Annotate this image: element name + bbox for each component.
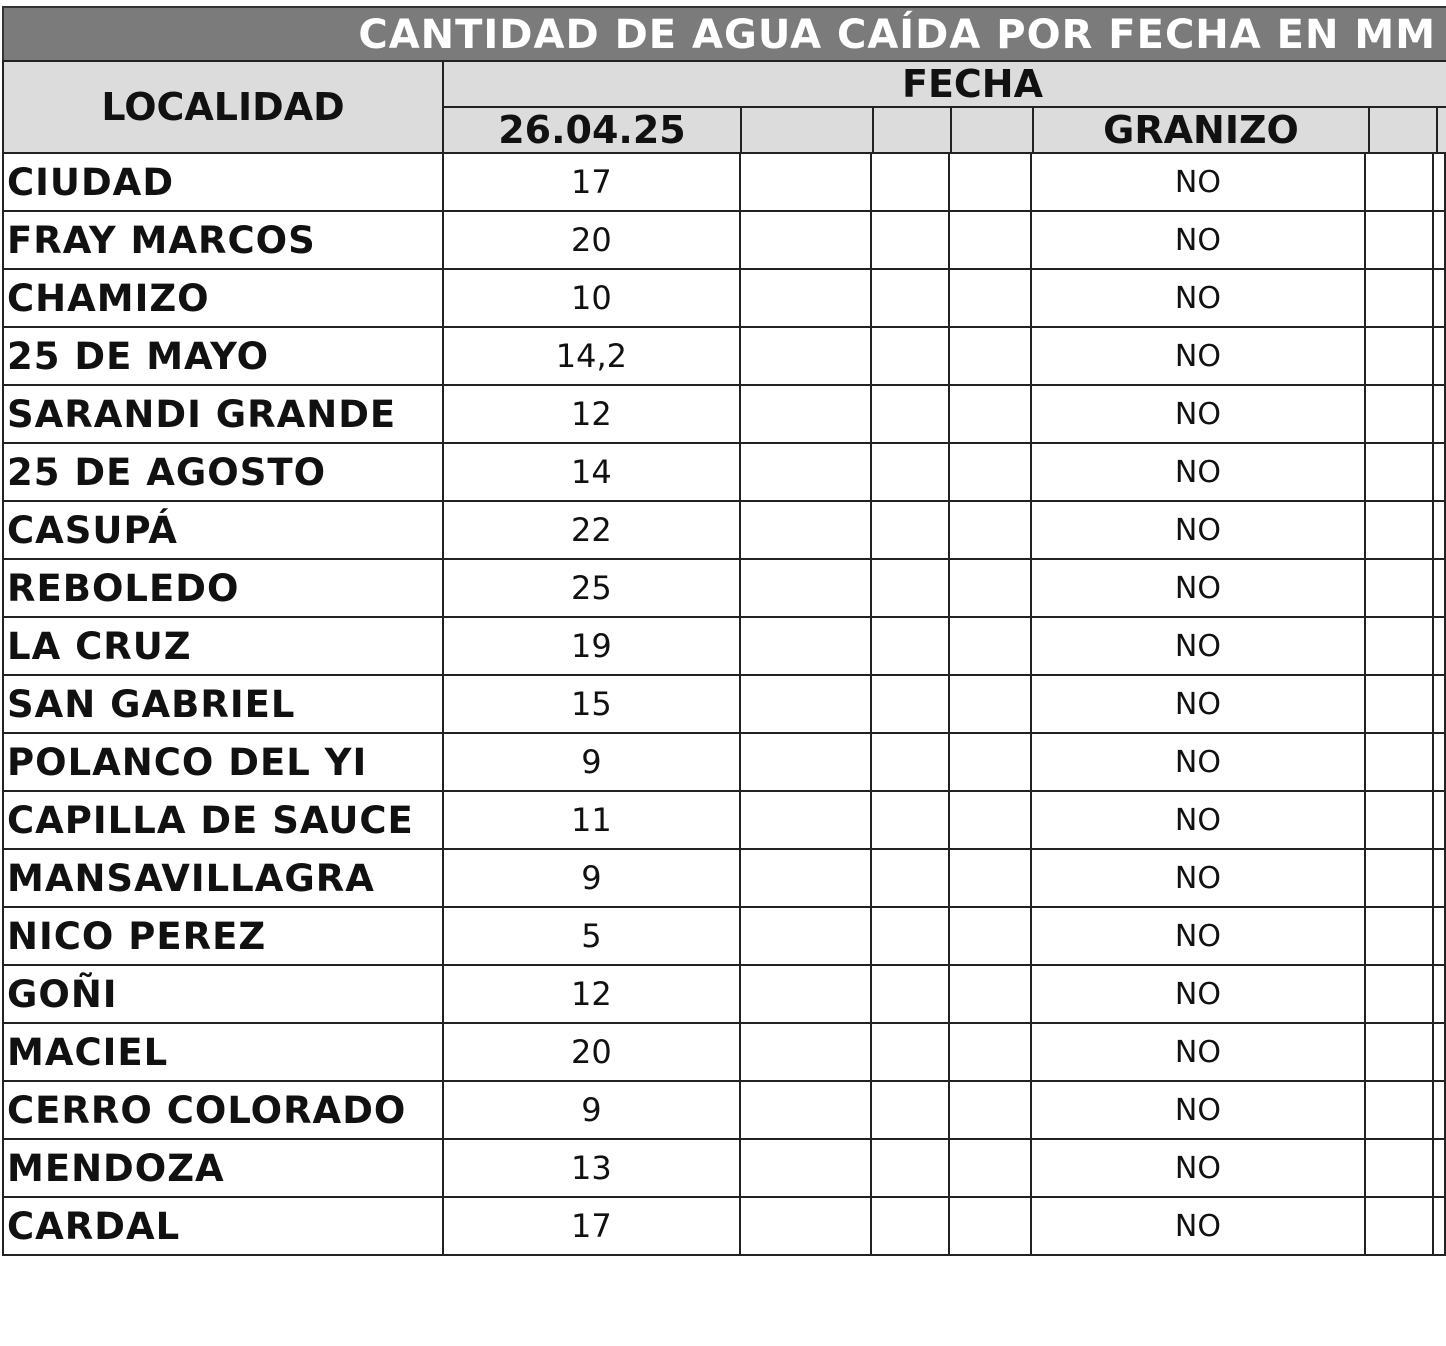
table-row (3, 849, 1445, 907)
empty-cell (1433, 385, 1445, 443)
granizo-cell: NO (1031, 617, 1366, 675)
empty-cell (1365, 211, 1433, 269)
table-row (3, 559, 1445, 617)
localidad-cell: MACIEL (3, 1023, 443, 1081)
empty-cell (740, 849, 871, 907)
granizo-cell: NO (1031, 733, 1366, 791)
header-localidad (2, 60, 444, 154)
empty-cell (871, 153, 949, 211)
empty-cell (740, 211, 871, 269)
granizo-cell: NO (1031, 1081, 1366, 1139)
empty-cell (740, 559, 871, 617)
localidad-cell: CAPILLA DE SAUCE (3, 791, 443, 849)
table-row (3, 965, 1445, 1023)
granizo-cell: NO (1031, 907, 1366, 965)
rainfall-mm-cell: 10 (443, 269, 740, 327)
empty-cell (1365, 1081, 1433, 1139)
empty-cell (740, 965, 871, 1023)
empty-cell (1433, 965, 1445, 1023)
granizo-cell: NO (1031, 327, 1366, 385)
empty-cell (740, 153, 871, 211)
granizo-cell: NO (1031, 211, 1366, 269)
table-row (3, 617, 1445, 675)
empty-cell (871, 327, 949, 385)
rainfall-mm-cell: 19 (443, 617, 740, 675)
table-row (3, 907, 1445, 965)
empty-cell (1365, 153, 1433, 211)
empty-cell (740, 385, 871, 443)
localidad-cell: CHAMIZO (3, 269, 443, 327)
localidad-cell: MENDOZA (3, 1139, 443, 1197)
empty-cell (1433, 1081, 1445, 1139)
empty-cell (740, 1023, 871, 1081)
empty-cell (1433, 443, 1445, 501)
rainfall-mm-cell: 9 (443, 733, 740, 791)
localidad-cell: CERRO COLORADO (3, 1081, 443, 1139)
localidad-cell: GOÑI (3, 965, 443, 1023)
empty-cell (740, 1081, 871, 1139)
empty-cell (1433, 211, 1445, 269)
localidad-cell: LA CRUZ (3, 617, 443, 675)
empty-cell (871, 269, 949, 327)
empty-cell (1433, 675, 1445, 733)
empty-cell (871, 1139, 949, 1197)
empty-cell (1433, 849, 1445, 907)
empty-cell (1365, 907, 1433, 965)
localidad-cell: REBOLEDO (3, 559, 443, 617)
rainfall-mm-cell: 15 (443, 675, 740, 733)
empty-cell (740, 1197, 871, 1255)
granizo-cell: NO (1031, 791, 1366, 849)
empty-cell (949, 327, 1031, 385)
empty-cell (871, 1081, 949, 1139)
empty-cell (871, 443, 949, 501)
empty-cell (1365, 733, 1433, 791)
empty-cell (949, 153, 1031, 211)
table-row (3, 327, 1445, 385)
empty-cell (949, 791, 1031, 849)
rainfall-mm-cell: 17 (443, 1197, 740, 1255)
table-row (3, 153, 1445, 211)
rainfall-mm-cell: 13 (443, 1139, 740, 1197)
table-row (3, 269, 1445, 327)
empty-cell (1365, 849, 1433, 907)
granizo-cell: NO (1031, 1197, 1366, 1255)
localidad-cell: NICO PEREZ (3, 907, 443, 965)
header-granizo (1032, 106, 1370, 154)
empty-cell (1433, 907, 1445, 965)
localidad-cell: CARDAL (3, 1197, 443, 1255)
empty-cell (949, 1081, 1031, 1139)
empty-cell (740, 675, 871, 733)
granizo-cell: NO (1031, 269, 1366, 327)
table-body (3, 153, 1445, 1255)
empty-cell (1365, 385, 1433, 443)
localidad-cell: FRAY MARCOS (3, 211, 443, 269)
table-row (3, 501, 1445, 559)
granizo-cell: NO (1031, 153, 1366, 211)
empty-cell (871, 211, 949, 269)
localidad-cell: CASUPÁ (3, 501, 443, 559)
rainfall-mm-cell: 5 (443, 907, 740, 965)
granizo-cell: NO (1031, 559, 1366, 617)
table-row (3, 211, 1445, 269)
empty-cell (740, 269, 871, 327)
rainfall-table (2, 152, 1446, 1256)
empty-cell (949, 501, 1031, 559)
empty-cell (1433, 733, 1445, 791)
empty-cell (949, 1197, 1031, 1255)
rainfall-mm-cell: 9 (443, 849, 740, 907)
localidad-cell: POLANCO DEL YI (3, 733, 443, 791)
empty-cell (1433, 269, 1445, 327)
empty-cell (1365, 1139, 1433, 1197)
empty-cell (871, 965, 949, 1023)
header-granizo-label: GRANIZO (1103, 108, 1299, 152)
empty-cell (740, 791, 871, 849)
header-date-label: 26.04.25 (498, 108, 686, 152)
granizo-cell: NO (1031, 965, 1366, 1023)
empty-cell (740, 443, 871, 501)
empty-cell (1365, 1023, 1433, 1081)
empty-cell (1433, 153, 1445, 211)
empty-cell (1433, 1139, 1445, 1197)
empty-cell (1365, 269, 1433, 327)
localidad-cell: CIUDAD (3, 153, 443, 211)
header-fecha (442, 60, 1446, 108)
empty-cell (871, 501, 949, 559)
rainfall-mm-cell: 17 (443, 153, 740, 211)
empty-cell (740, 501, 871, 559)
rainfall-mm-cell: 12 (443, 965, 740, 1023)
rainfall-mm-cell: 22 (443, 501, 740, 559)
rainfall-mm-cell: 9 (443, 1081, 740, 1139)
empty-cell (1433, 617, 1445, 675)
header-empty-3 (950, 106, 1034, 154)
header-empty-4 (1368, 106, 1438, 154)
empty-cell (949, 849, 1031, 907)
rainfall-mm-cell: 12 (443, 385, 740, 443)
granizo-cell: NO (1031, 1023, 1366, 1081)
header-empty-2 (872, 106, 952, 154)
empty-cell (949, 1023, 1031, 1081)
empty-cell (949, 559, 1031, 617)
empty-cell (949, 907, 1031, 965)
empty-cell (1433, 559, 1445, 617)
header-date (442, 106, 742, 154)
header-localidad-label: LOCALIDAD (101, 85, 345, 129)
rainfall-mm-cell: 14 (443, 443, 740, 501)
empty-cell (871, 849, 949, 907)
empty-cell (1365, 443, 1433, 501)
empty-cell (1433, 1023, 1445, 1081)
empty-cell (871, 675, 949, 733)
empty-cell (740, 327, 871, 385)
empty-cell (740, 617, 871, 675)
empty-cell (740, 1139, 871, 1197)
granizo-cell: NO (1031, 443, 1366, 501)
empty-cell (871, 385, 949, 443)
empty-cell (1433, 1197, 1445, 1255)
empty-cell (871, 1197, 949, 1255)
table-row (3, 1023, 1445, 1081)
empty-cell (949, 443, 1031, 501)
table-row (3, 443, 1445, 501)
empty-cell (949, 675, 1031, 733)
empty-cell (1365, 965, 1433, 1023)
empty-cell (871, 733, 949, 791)
table-row (3, 385, 1445, 443)
table-row (3, 733, 1445, 791)
granizo-cell: NO (1031, 385, 1366, 443)
title-bar (2, 6, 1446, 60)
empty-cell (871, 559, 949, 617)
table-row (3, 791, 1445, 849)
empty-cell (1365, 617, 1433, 675)
localidad-cell: SAN GABRIEL (3, 675, 443, 733)
rainfall-mm-cell: 14,2 (443, 327, 740, 385)
empty-cell (1365, 1197, 1433, 1255)
empty-cell (1433, 791, 1445, 849)
empty-cell (871, 791, 949, 849)
rainfall-mm-cell: 25 (443, 559, 740, 617)
rainfall-mm-cell: 20 (443, 1023, 740, 1081)
empty-cell (1433, 327, 1445, 385)
sheet-title: CANTIDAD DE AGUA CAÍDA POR FECHA EN MM (358, 12, 1436, 58)
granizo-cell: NO (1031, 849, 1366, 907)
table-row (3, 675, 1445, 733)
rainfall-mm-cell: 11 (443, 791, 740, 849)
empty-cell (740, 733, 871, 791)
empty-cell (1365, 675, 1433, 733)
table-row (3, 1081, 1445, 1139)
header-fecha-label: FECHA (902, 62, 1044, 106)
empty-cell (949, 965, 1031, 1023)
empty-cell (1365, 791, 1433, 849)
empty-cell (1365, 501, 1433, 559)
granizo-cell: NO (1031, 1139, 1366, 1197)
empty-cell (871, 1023, 949, 1081)
empty-cell (1433, 501, 1445, 559)
table-row (3, 1139, 1445, 1197)
empty-cell (1365, 559, 1433, 617)
empty-cell (740, 907, 871, 965)
empty-cell (949, 385, 1031, 443)
empty-cell (871, 907, 949, 965)
empty-cell (871, 617, 949, 675)
empty-cell (949, 1139, 1031, 1197)
empty-cell (949, 211, 1031, 269)
rainfall-mm-cell: 20 (443, 211, 740, 269)
granizo-cell: NO (1031, 501, 1366, 559)
empty-cell (949, 617, 1031, 675)
empty-cell (949, 269, 1031, 327)
localidad-cell: SARANDI GRANDE (3, 385, 443, 443)
localidad-cell: 25 DE MAYO (3, 327, 443, 385)
empty-cell (949, 733, 1031, 791)
empty-cell (1365, 327, 1433, 385)
header-empty-1 (740, 106, 874, 154)
table-row (3, 1197, 1445, 1255)
header-empty-5 (1436, 106, 1446, 154)
localidad-cell: MANSAVILLAGRA (3, 849, 443, 907)
localidad-cell: 25 DE AGOSTO (3, 443, 443, 501)
granizo-cell: NO (1031, 675, 1366, 733)
